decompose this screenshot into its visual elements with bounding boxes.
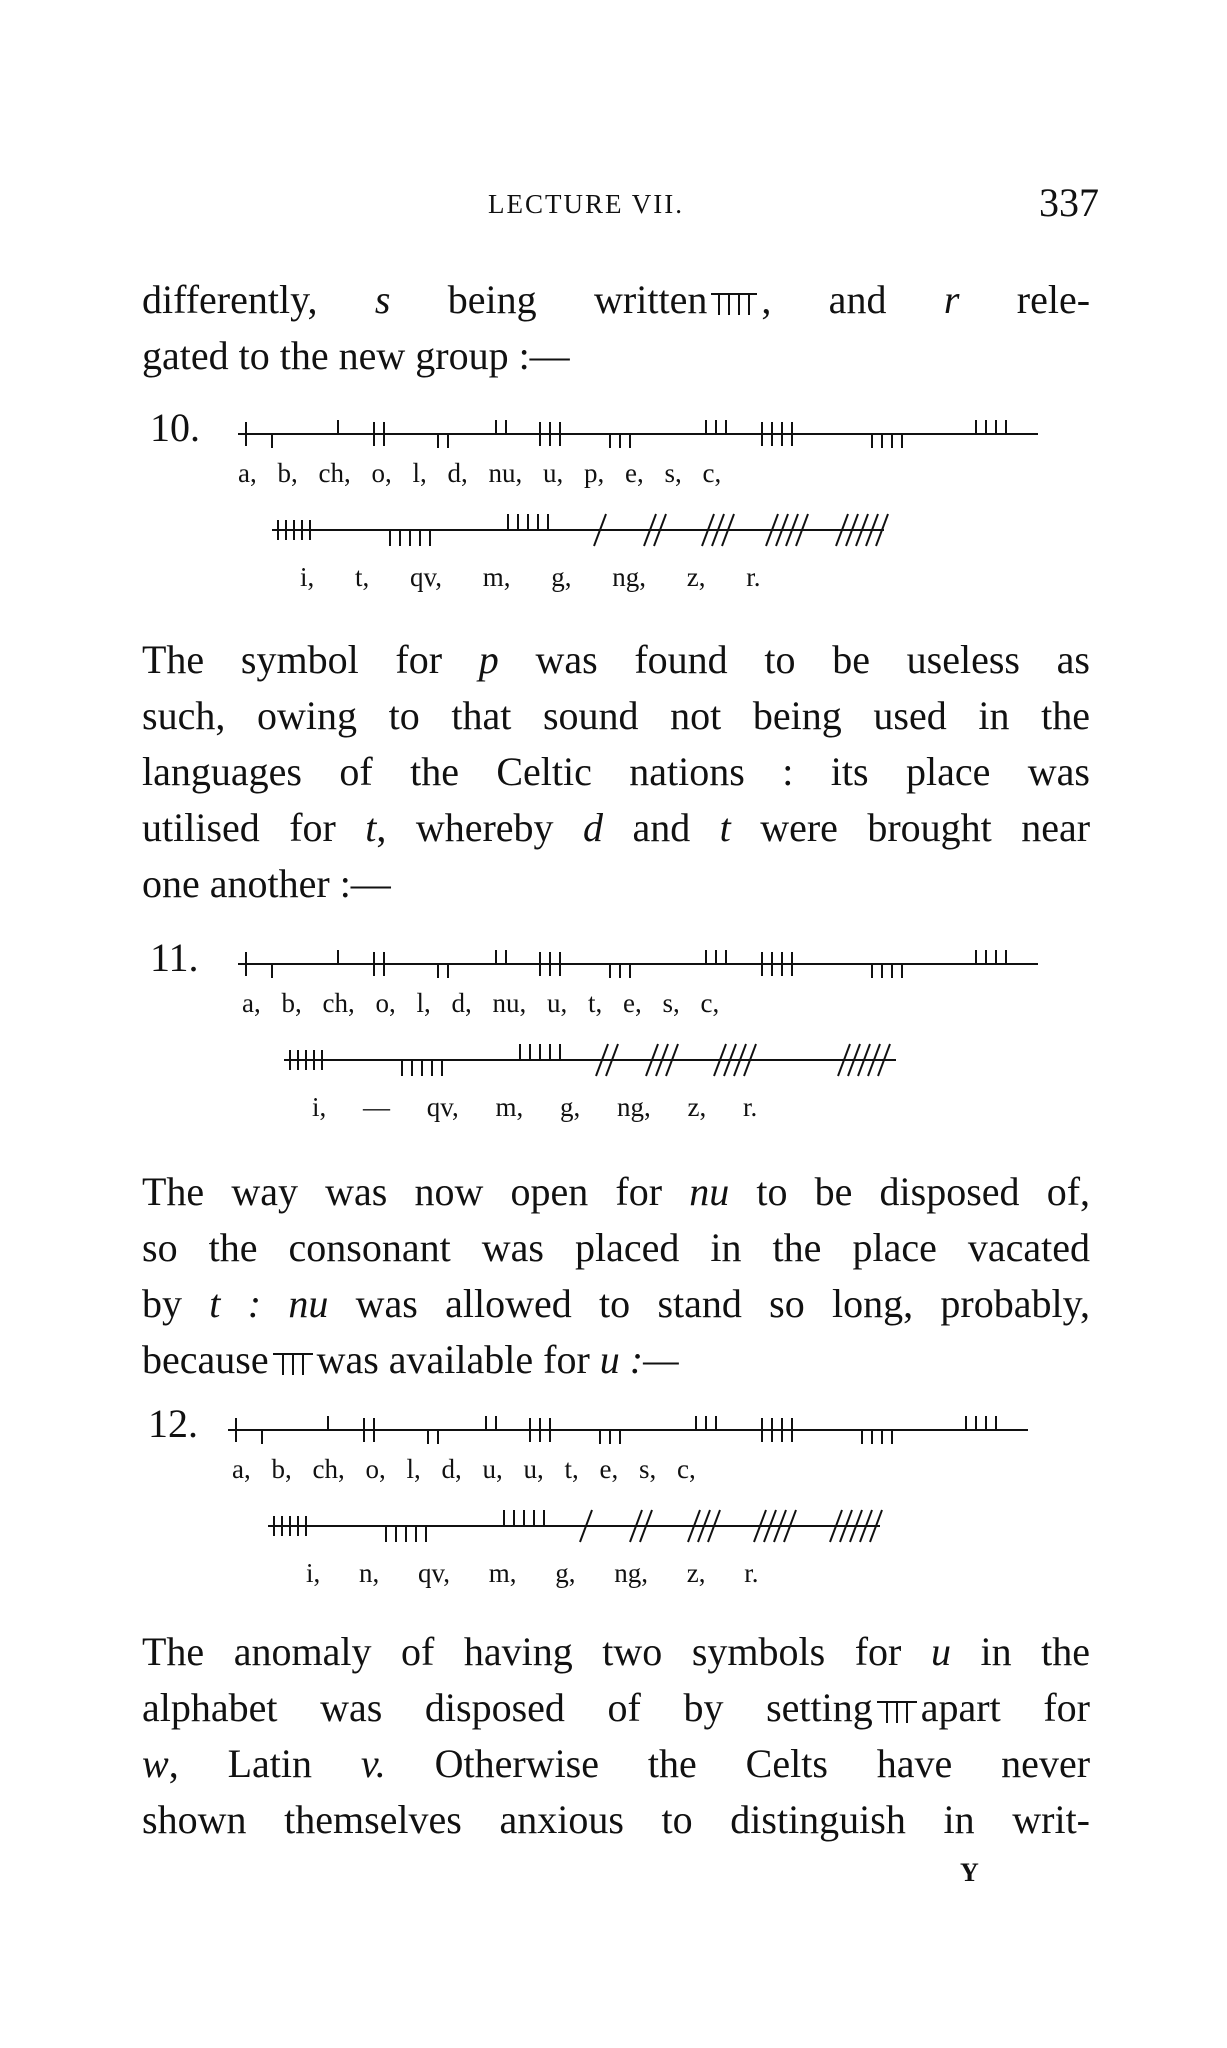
text-line: The symbol for p was found to be useless as <box>142 637 1090 682</box>
text-line: The anomaly of having two symbols for u in the <box>142 1629 1091 1674</box>
ogham-three-strokes-symbol <box>877 1699 917 1725</box>
text-line: one another :— <box>142 861 391 906</box>
ogham-s-symbol <box>711 291 757 317</box>
letter-row-1: a, b, ch, o, l, d, nu, u, t, e, s, c, <box>242 988 720 1018</box>
page-number: 337 <box>1039 180 1099 225</box>
text-line: such, owing to that sound not being used in the <box>142 693 1090 738</box>
text-line: w, Latin v. Otherwise the Celts have never <box>142 1741 1091 1786</box>
ogham-row-1 <box>238 414 1038 454</box>
ogham-row-2 <box>272 510 972 550</box>
text-line: differently, s being written , and r rele- <box>142 277 1091 322</box>
figure-number: 12. <box>148 1401 198 1446</box>
letter-row-2: i, — qv, m, g, ng, z, r. <box>312 1092 758 1122</box>
figure-number: 10. <box>150 405 200 450</box>
letter-row-1: a, b, ch, o, l, d, u, u, t, e, s, c, <box>232 1454 696 1484</box>
text-line: The way was now open for nu to be disposed of, <box>142 1169 1091 1214</box>
ogham-row-2 <box>268 1506 968 1546</box>
paragraph-4 <box>142 1624 1090 1848</box>
letter-row-2: i, n, qv, m, g, ng, z, r. <box>306 1558 759 1588</box>
text-line: alphabet was disposed of by setting apart for <box>142 1685 1090 1730</box>
ogham-three-strokes-symbol <box>273 1351 313 1377</box>
text-line: languages of the Celtic nations : its place was <box>142 749 1090 794</box>
text-line: because was available for u :— <box>142 1337 679 1382</box>
paragraph-3 <box>142 1164 1090 1388</box>
letter-row-1: a, b, ch, o, l, d, nu, u, p, e, s, c, <box>238 458 722 488</box>
text-line: by t : nu was allowed to stand so long, probably, <box>142 1281 1091 1326</box>
ogham-row-1 <box>228 1410 1028 1450</box>
text-line: gated to the new group :— <box>142 333 570 378</box>
ogham-row-1 <box>238 944 1038 984</box>
page-header <box>0 180 1227 235</box>
text-line: shown themselves anxious to distinguish in writ- <box>142 1797 1090 1842</box>
ogham-row-2 <box>284 1040 984 1080</box>
paragraph-1 <box>142 272 1090 384</box>
figure-number: 11. <box>150 935 199 980</box>
letter-row-2: i, t, qv, m, g, ng, z, r. <box>300 562 761 592</box>
signature-mark: Y <box>960 1858 979 1887</box>
text-line: so the consonant was placed in the place vacated <box>142 1225 1090 1270</box>
text-line: utilised for t, whereby d and t were brought near <box>142 805 1091 850</box>
running-head: LECTURE VII. <box>488 189 684 219</box>
paragraph-2 <box>142 632 1090 912</box>
